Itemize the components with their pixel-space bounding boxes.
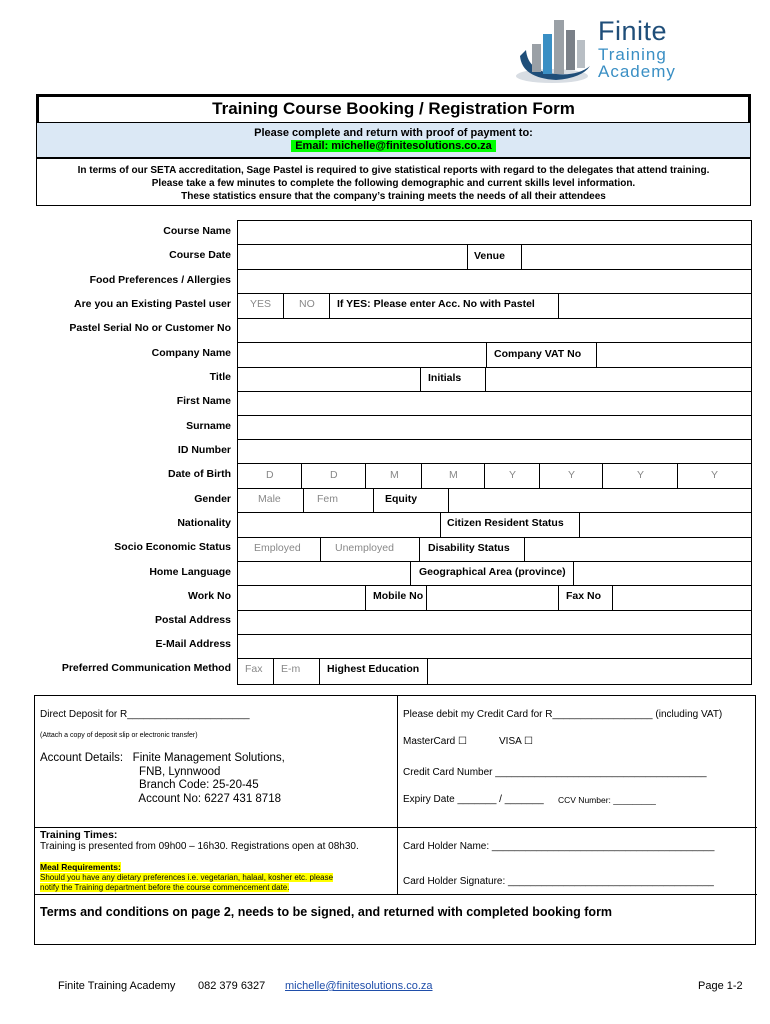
dob-day-1[interactable] <box>237 463 302 489</box>
geo-label: Geographical Area (province) <box>419 566 566 578</box>
citizen-field[interactable] <box>579 512 752 538</box>
contact-email-link[interactable]: Email: michelle@finitesolutions.co.za <box>291 140 496 152</box>
gender-male-option[interactable] <box>237 488 304 513</box>
id-number-field[interactable] <box>237 439 752 464</box>
dob-day-2[interactable] <box>301 463 366 489</box>
training-times-text: Training is presented from 09h00 – 16h30. Registrations open at 08h30. <box>40 841 359 852</box>
form-title: Training Course Booking / Registration Form <box>39 97 748 122</box>
dob-cell-text: Y <box>509 469 517 481</box>
account-line-1: Account Details: Finite Management Solutions, <box>40 752 285 764</box>
title-bar <box>36 94 751 123</box>
course-date-field[interactable] <box>237 244 468 270</box>
seta-notice <box>36 158 751 206</box>
logo-subtitle-training: Training <box>598 45 667 64</box>
work-no-label: Work No <box>188 590 231 602</box>
direct-deposit-text: Direct Deposit for R______________________ <box>40 709 250 720</box>
card-holder-signature[interactable]: Card Holder Signature: _____________________________________ <box>403 876 714 887</box>
dob-month-2[interactable] <box>421 463 485 489</box>
footer-page-number: Page 1-2 <box>698 980 743 992</box>
disability-label: Disability Status <box>428 542 510 554</box>
acc-no-label: If YES: Please enter Acc. No with Pastel <box>337 298 535 310</box>
disability-label-cell <box>419 537 525 562</box>
dob-cell-text: M <box>449 469 458 481</box>
mobile-label-cell <box>365 585 427 611</box>
surname-label: Surname <box>186 420 231 432</box>
course-date-label: Course Date <box>169 249 231 261</box>
geo-field[interactable] <box>573 561 752 586</box>
mobile-field[interactable] <box>426 585 559 611</box>
geo-label-cell <box>410 561 574 586</box>
title-label: Title <box>209 371 231 383</box>
payment-divider-bottom <box>35 894 757 895</box>
home-language-field[interactable] <box>237 561 411 586</box>
nationality-label: Nationality <box>177 517 231 529</box>
dob-cell-text: D <box>266 469 274 481</box>
expiry-date[interactable]: Expiry Date _______ / _______ <box>403 794 544 805</box>
citizen-label-cell <box>440 512 580 538</box>
credit-card-number[interactable]: Credit Card Number ______________________________________ <box>403 767 707 778</box>
credit-card-debit-text: Please debit my Credit Card for R__________________ (including VAT) <box>403 709 723 720</box>
account-line-2: FNB, Lynnwood <box>40 765 221 778</box>
education-field[interactable] <box>427 658 752 685</box>
food-preferences-label: Food Preferences / Allergies <box>89 274 231 286</box>
dob-cell-text: Y <box>711 469 719 481</box>
vat-field[interactable] <box>596 342 752 368</box>
yes-option[interactable] <box>237 293 284 319</box>
meal-heading: Meal Requirements: <box>40 862 121 872</box>
account-line-4: Account No: 6227 431 8718 <box>40 792 281 805</box>
equity-field[interactable] <box>448 488 752 513</box>
acc-no-field[interactable] <box>558 293 752 319</box>
instruction-text: Please complete and return with proof of payment to: <box>254 127 533 139</box>
seta-line-3: These statistics ensure that the company’s training meets the needs of all their attendees <box>181 191 606 202</box>
dob-year-3[interactable] <box>602 463 678 489</box>
payment-divider-horizontal <box>35 827 757 828</box>
initials-label: Initials <box>428 372 462 384</box>
postal-address-label: Postal Address <box>154 614 231 626</box>
venue-label-cell <box>467 244 522 270</box>
vat-label-cell <box>486 342 597 368</box>
first-name-label: First Name <box>176 395 231 407</box>
logo-text <box>598 18 676 80</box>
work-no-field[interactable] <box>237 585 366 611</box>
equity-label-cell <box>373 488 449 513</box>
terms-notice: Terms and conditions on page 2, needs to be signed, and returned with completed booking form <box>40 905 613 919</box>
email-address-field[interactable] <box>237 634 752 659</box>
initials-label-cell <box>420 367 486 392</box>
food-preferences-field[interactable] <box>237 269 752 294</box>
logo-name: Finite <box>598 16 668 46</box>
male-text: Male <box>258 493 281 505</box>
gender-label: Gender <box>194 493 231 505</box>
employed-option[interactable] <box>237 537 321 562</box>
dob-cell-text: Y <box>637 469 645 481</box>
course-name-field[interactable] <box>237 220 752 245</box>
fax-option[interactable] <box>237 658 274 685</box>
fax-text: Fax <box>245 663 263 675</box>
dob-year-2[interactable] <box>539 463 603 489</box>
serial-no-label: Pastel Serial No or Customer No <box>69 322 231 334</box>
logo-subtitle-academy: Academy <box>598 62 676 81</box>
education-label-cell <box>319 658 428 685</box>
female-text: Fem <box>317 493 338 505</box>
postal-address-field[interactable] <box>237 610 752 635</box>
email-option[interactable] <box>273 658 320 685</box>
ccv-number[interactable]: CCV Number: _________ <box>558 795 656 805</box>
socio-economic-label: Socio Economic Status <box>114 541 231 553</box>
instruction-box <box>36 123 751 158</box>
disability-field[interactable] <box>524 537 752 562</box>
acc-no-label-cell <box>329 293 559 319</box>
seta-line-2: Please take a few minutes to complete the following demographic and current skills level information. <box>151 178 636 189</box>
nationality-field[interactable] <box>237 512 441 538</box>
seta-line-1: In terms of our SETA accreditation, Sage Pastel is required to give statistical reports with regard to the delegates that attend training. <box>77 165 710 176</box>
mastercard-checkbox[interactable]: MasterCard ☐ <box>403 736 467 747</box>
preferred-communication-label: Preferred Communication Method <box>61 662 231 674</box>
dob-cell-text: Y <box>568 469 576 481</box>
existing-user-label: Are you an Existing Pastel user <box>74 298 231 310</box>
dob-year-4[interactable] <box>677 463 752 489</box>
surname-field[interactable] <box>237 415 752 440</box>
meal-line-2: notify the Training department before the course commencement date. <box>40 883 290 892</box>
title-field[interactable] <box>237 367 421 392</box>
unemployed-text: Unemployed <box>335 542 394 554</box>
logo-graphic-icon <box>512 16 602 86</box>
vat-label: Company VAT No <box>494 348 582 360</box>
yes-text: YES <box>250 298 272 310</box>
payment-section <box>34 695 756 945</box>
footer-email-link[interactable] <box>285 980 433 992</box>
dob-cell-text: D <box>330 469 338 481</box>
equity-label: Equity <box>385 493 418 505</box>
no-option[interactable] <box>283 293 330 319</box>
fax-no-label: Fax No <box>566 590 602 602</box>
dob-year-1[interactable] <box>484 463 540 489</box>
course-name-label: Course Name <box>163 225 231 237</box>
dob-month-1[interactable] <box>365 463 422 489</box>
payment-divider-vertical <box>397 696 398 894</box>
account-line-3: Branch Code: 25-20-45 <box>40 779 259 791</box>
id-number-label: ID Number <box>177 444 231 456</box>
company-name-field[interactable] <box>237 342 487 368</box>
initials-field[interactable] <box>485 367 752 392</box>
email-address-label: E-Mail Address <box>155 638 231 650</box>
account-details <box>40 752 285 806</box>
dob-cell-text: M <box>390 469 399 481</box>
em-text: E-m <box>281 663 301 675</box>
footer-email[interactable]: michelle@finitesolutions.co.za <box>285 980 433 992</box>
footer-company: Finite Training Academy <box>58 980 176 992</box>
home-language-label: Home Language <box>149 566 231 578</box>
venue-field[interactable] <box>521 244 752 270</box>
card-holder-name[interactable]: Card Holder Name: ________________________________________ <box>403 841 715 852</box>
serial-no-field[interactable] <box>237 318 752 343</box>
company-name-label: Company Name <box>151 347 231 359</box>
meal-line-1: Should you have any dietary preferences i.e. vegetarian, halaal, kosher etc. please <box>40 873 334 882</box>
unemployed-option[interactable] <box>320 537 420 562</box>
visa-checkbox[interactable]: VISA ☐ <box>499 736 533 747</box>
first-name-field[interactable] <box>237 391 752 416</box>
dob-label: Date of Birth <box>168 468 231 480</box>
fax-no-field[interactable] <box>612 585 752 611</box>
footer-phone: 082 379 6327 <box>198 980 266 992</box>
education-label: Highest Education <box>327 663 420 675</box>
training-times-heading: Training Times: <box>40 829 118 841</box>
fax-no-label-cell <box>558 585 613 611</box>
mobile-label: Mobile No <box>373 590 424 602</box>
citizen-label: Citizen Resident Status <box>447 517 564 529</box>
no-text: NO <box>299 298 315 310</box>
employed-text: Employed <box>254 542 301 554</box>
venue-label: Venue <box>474 250 505 262</box>
gender-female-option[interactable] <box>303 488 374 513</box>
attach-note: (Attach a copy of deposit slip or electronic transfer) <box>40 732 198 739</box>
